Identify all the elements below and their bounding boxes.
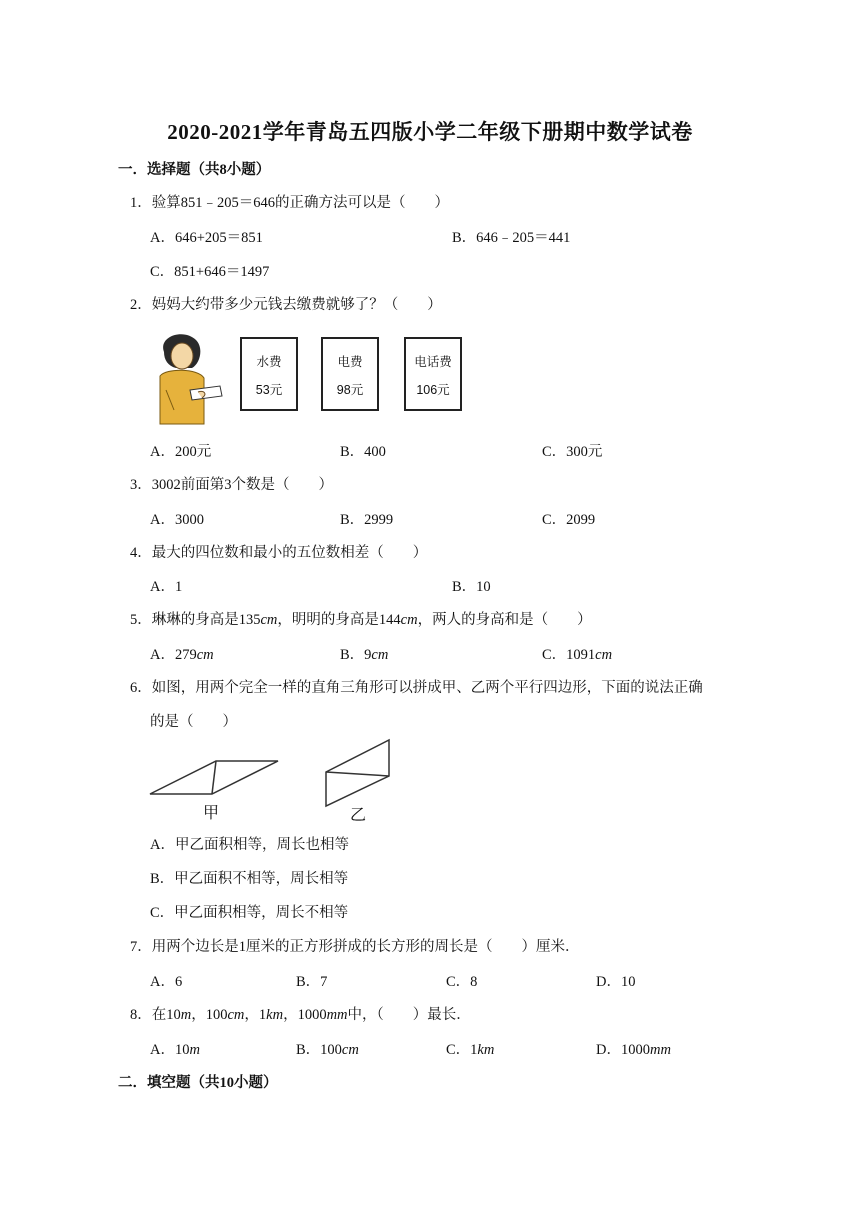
- question-6-cont: 的是（ ）: [150, 714, 237, 730]
- q8-option-d: D．1000mm: [596, 1042, 671, 1058]
- question-1: 1．验算851﹣205＝646的正确方法可以是（ ）: [130, 195, 449, 211]
- q3-option-a: A．3000: [150, 512, 204, 528]
- section-heading: 一．选择题（共8小题）: [118, 162, 271, 178]
- bill-name: 水费: [256, 355, 282, 369]
- q1-option-b: B．646﹣205＝441: [452, 230, 571, 246]
- q2-option-c: C．300元: [542, 444, 603, 460]
- q8-option-a: A．10m: [150, 1042, 200, 1058]
- bill-card: [404, 337, 462, 411]
- question-4: 4．最大的四位数和最小的五位数相差（ ）: [130, 545, 428, 561]
- figure-label-jia: 甲: [203, 803, 220, 822]
- section-heading: 二．填空题（共10小题）: [118, 1075, 278, 1091]
- question-8: 8．在10m，100cm，1km，1000mm中，（ ）最长．: [130, 1007, 471, 1023]
- q8-option-b: B．100cm: [296, 1042, 359, 1058]
- q8-option-c: C．1km: [446, 1042, 495, 1058]
- bill-card: [321, 337, 379, 411]
- q1-option-c: C．851+646＝1497: [150, 264, 270, 280]
- page-title: 2020-2021学年青岛五四版小学二年级下册期中数学试卷: [167, 120, 693, 144]
- q2-option-b: B．400: [340, 444, 386, 460]
- q1-option-a: A．646+205＝851: [150, 230, 263, 246]
- q3-option-b: B．2999: [340, 512, 394, 528]
- question-2: 2．妈妈大约带多少元钱去缴费就够了？（ ）: [130, 297, 442, 313]
- bill-name: 电话费: [414, 355, 452, 369]
- q4-option-b: B．10: [452, 579, 491, 595]
- question-5: 5．琳琳的身高是135cm，明明的身高是144cm，两人的身高和是（ ）: [130, 612, 592, 628]
- bill-name: 电费: [337, 355, 363, 369]
- q3-option-c: C．2099: [542, 512, 596, 528]
- mother-illustration: [146, 330, 226, 426]
- q7-option-b: B．7: [296, 974, 328, 990]
- q7-option-d: D．10: [596, 974, 636, 990]
- q6-option-b: B．甲乙面积不相等，周长相等: [150, 871, 349, 887]
- q5-option-b: B．9cm: [340, 647, 389, 663]
- q5-option-c: C．1091cm: [542, 647, 613, 663]
- q7-option-a: A．6: [150, 974, 183, 990]
- bill-amount: 98元: [336, 383, 364, 397]
- q4-option-a: A．1: [150, 579, 183, 595]
- q2-option-a: A．200元: [150, 444, 212, 460]
- q6-option-a: A．甲乙面积相等，周长也相等: [150, 837, 349, 853]
- q6-option-c: C．甲乙面积相等，周长不相等: [150, 905, 349, 921]
- bill-amount: 106元: [416, 383, 450, 397]
- question-3: 3．3002前面第3个数是（ ）: [130, 477, 333, 493]
- figure-label-yi: 乙: [350, 805, 367, 824]
- bill-card: [240, 337, 298, 411]
- question-7: 7．用两个边长是1厘米的正方形拼成的长方形的周长是（ ）厘米．: [130, 939, 580, 955]
- q7-option-c: C．8: [446, 974, 478, 990]
- question-6: 6．如图，用两个完全一样的直角三角形可以拼成甲、乙两个平行四边形，下面的说法正确: [130, 680, 703, 696]
- q5-option-a: A．279cm: [150, 647, 214, 663]
- bill-amount: 53元: [255, 383, 283, 397]
